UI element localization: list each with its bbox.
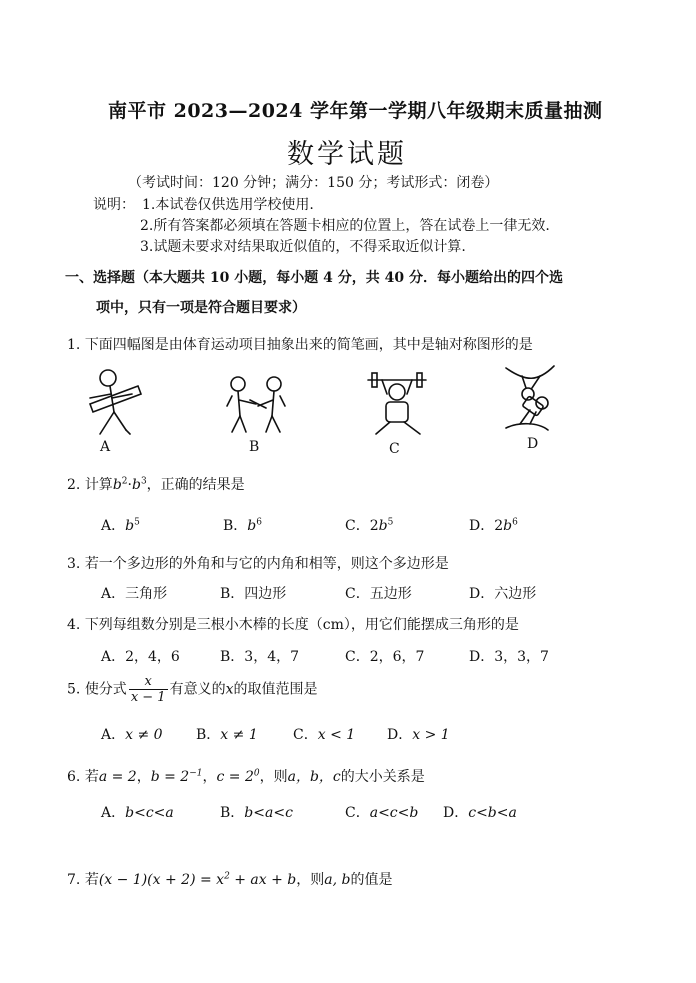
question-number: 2. [67,477,81,493]
option-d: D．$2b^6$ [469,517,518,534]
math-a: a = 2 [98,769,137,785]
subject-title: 数学试题 [287,139,407,170]
option-d: D．c<b<a [443,805,517,821]
option-a: A．2，4，6 [101,649,180,665]
option-b: B．x ≠ 1 [196,727,258,743]
math-expression: $(x - 1)(x + 2) = x^2$ + ax + b [98,871,297,888]
question-7: 7. 若$(x - 1)(x + 2) = x^2$ + ax + b，则a, b的值是 [67,871,393,888]
question-number: 5. [67,681,81,698]
math-b: $b = 2^{-1}$ [150,768,203,785]
figure-label-a: A [100,439,111,455]
question-4 [67,614,519,634]
question-stem: 下列每组数分别是三根小木棒的长度（cm），用它们能摆成三角形的是 [84,617,519,633]
option-b: B．四边形 [220,586,287,602]
figure-c-drawing [368,373,426,434]
notes-label: 说明： [93,197,135,213]
option-d: D．x > 1 [387,727,450,743]
option-c: C．a<c<b [345,805,419,821]
question-1 [67,334,533,354]
option-d: D．3，3，7 [469,649,549,665]
question-5 [67,674,317,705]
exam-info: （考试时间：120 分钟；满分：150 分；考试形式：闭卷） [128,175,499,191]
option-c: C．$2b^5$ [345,517,394,534]
variables: a，b，c [287,769,341,785]
option-b: B．b<a<c [220,805,293,821]
variables: a, b [324,872,351,888]
figure-label-c: C [389,441,400,457]
question-number: 7. [67,872,81,888]
section-heading-line1: 一、选择题（本大题共 10 小题，每小题 4 分，共 40 分．每小题给出的四个选 [65,270,563,286]
note-1: 1.本试卷仅供选用学校使用. [142,197,314,213]
figure-label-b: B [249,439,260,455]
note-2: 2.所有答案都必须填在答题卡相应的位置上，答在试卷上一律无效. [140,218,550,234]
math-expression: $b^2\cdot b^3$ [112,476,147,493]
question-stem-end: 的取值范围是 [233,681,318,698]
question-stem: 计算 [84,477,113,493]
figure-d-drawing [506,366,554,430]
question-1-figures [60,360,580,465]
question-stem: 下面四幅图是由体育运动项目抽象出来的简笔画，其中是轴对称图形的是 [84,337,533,353]
question-stem-mid: 有意义的 [169,681,226,698]
note-3: 3.试题未要求对结果取近似值的，不得采取近似计算. [140,239,466,255]
question-stem: 使分式 [84,681,127,698]
option-c: C．2，6，7 [345,649,425,665]
figure-label-d: D [527,436,539,452]
question-6: 6. 若a = 2，$b = 2^{-1}$，$c = 2^0$，则a，b，c的大小关系是 [67,768,425,785]
question-stem: 若 [84,872,99,888]
math-c: $c = 2^0$ [216,768,260,785]
question-stem-end: ，正确的结果是 [146,477,245,493]
fraction-expression: $\frac{x}{x - 1}$ [130,674,166,705]
figure-a-drawing [90,370,141,434]
question-stem: 若一个多边形的外角和与它的内角和相等，则这个多边形是 [84,556,449,572]
question-2 [67,474,245,494]
question-stem-end: 的大小关系是 [340,769,425,785]
option-a: A．x ≠ 0 [101,727,163,743]
question-3 [67,553,449,573]
option-c: C．x < 1 [293,727,356,743]
option-c: C．五边形 [345,586,412,602]
option-a: A．三角形 [101,586,168,602]
question-number: 4. [67,617,81,633]
variable: x [225,681,234,698]
section-heading-line2: 项中，只有一项是符合题目要求） [96,300,306,316]
option-a: A．$b^5$ [101,517,140,534]
question-number: 3. [67,556,81,572]
option-b: B．$b^6$ [223,517,262,534]
option-a: A．b<c<a [101,805,174,821]
question-stem: 若 [84,769,99,785]
option-b: B．3，4，7 [220,649,300,665]
question-number: 1. [67,337,81,353]
question-stem-end: 的值是 [350,872,393,888]
exam-title: 南平市 2023—2024 学年第一学期八年级期末质量抽测 [108,100,603,122]
figure-b-drawing [227,377,285,432]
question-number: 6. [67,769,81,785]
option-d: D．六边形 [469,586,537,602]
